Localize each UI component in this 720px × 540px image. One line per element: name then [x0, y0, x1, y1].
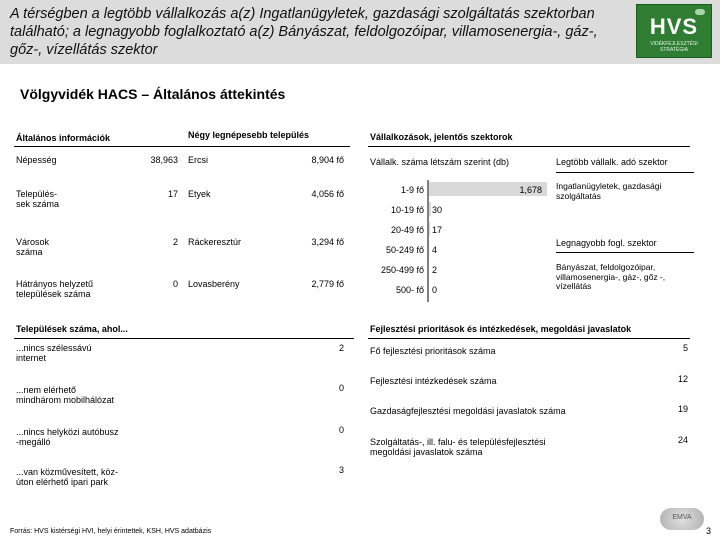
largest-employer-label: Legnagyobb fogl. szektor	[556, 238, 657, 248]
priority-label: Fő fejlesztési prioritások száma	[370, 346, 496, 356]
general-value: 38,963	[150, 155, 178, 165]
priority-label: Fejlesztési intézkedések száma	[370, 376, 497, 386]
header-title: A térségben a legtöbb vállalkozás a(z) Ingatlanügyletek, gazdasági szolgáltatás szektorban található; a legnagyobb foglalkoztató a(z) Bányászat, feldolgozóipar, villamosenergia-, gáz-, gőz-, vízellátás szektor	[10, 6, 598, 58]
general-value: 0	[172, 279, 178, 289]
general-label: Hátrányos helyzetű települések száma	[16, 279, 94, 299]
size-bar	[429, 222, 430, 236]
general-info-heading: Általános információk	[16, 133, 111, 143]
priorities-divider	[368, 338, 690, 339]
general-value: 2	[172, 237, 178, 247]
priority-label: Szolgáltatás-, ill. falu- és településfejlesztési megoldási javaslatok száma	[370, 437, 546, 457]
category-label: 50-249 fő	[385, 245, 424, 255]
most-tax-value: Ingatlanügyletek, gazdasági szolgáltatás	[556, 181, 662, 201]
condition-value: 0	[338, 383, 344, 393]
condition-label: ...nincs szélessávú internet	[16, 343, 92, 363]
priority-value: 24	[677, 435, 688, 445]
page-number: 3	[706, 526, 712, 536]
condition-label: ...van közművesített, köz- úton elérhető ipari park	[16, 467, 119, 487]
size-bar	[429, 202, 431, 216]
value-label: 2	[432, 265, 438, 275]
logo-text: HVS	[649, 14, 699, 39]
settlement-population: 3,294 fő	[311, 237, 344, 247]
settlement-name: Lovasberény	[188, 279, 240, 289]
most-tax-divider	[556, 172, 694, 173]
condition-value: 2	[338, 343, 344, 353]
chart-title: Vállalk. száma létszám szerint (db)	[370, 157, 510, 167]
enterprise-size-chart	[350, 180, 550, 302]
settlement-population: 2,779 fő	[311, 279, 344, 289]
footer-source: Forrás: HVS kistérségi HVI, helyi érintettek, KSH, HVS adatbázis	[10, 528, 212, 535]
category-label: 500- fő	[395, 285, 424, 295]
largest-employer-divider	[556, 252, 694, 253]
category-label: 1-9 fő	[400, 185, 424, 195]
condition-label: ...nem elérhető mindhárom mobilhálózat	[16, 385, 115, 405]
size-chart-svg	[350, 180, 550, 302]
settlement-name: Ráckeresztúr	[188, 237, 242, 247]
emva-logo-icon	[660, 508, 704, 530]
general-label: Település- sek száma	[16, 189, 60, 209]
general-divider	[14, 146, 350, 147]
page-title: Völgyvidék HACS – Általános áttekintés	[20, 86, 286, 102]
priority-value: 19	[677, 404, 688, 414]
footer-icon-text: EMVA	[672, 514, 692, 521]
condition-label: ...nincs helyközi autóbusz -megálló	[16, 427, 119, 447]
value-label: 30	[432, 205, 443, 215]
priority-label: Gazdaságfejlesztési megoldási javaslatok száma	[370, 406, 566, 416]
settlement-name: Etyek	[188, 189, 211, 199]
value-label: 1,678	[519, 185, 542, 195]
settlement-population: 8,904 fő	[311, 155, 344, 165]
enterprises-heading: Vállalkozások, jelentős szektorok	[370, 132, 513, 142]
priority-value: 5	[682, 343, 688, 353]
general-label: Népesség	[16, 155, 57, 165]
value-label: 4	[432, 245, 438, 255]
priorities-heading: Fejlesztési prioritások és intézkedések, megoldási javaslatok	[370, 324, 632, 334]
general-value: 17	[167, 189, 178, 199]
most-tax-label: Legtöbb vállalk. adó szektor	[556, 157, 668, 167]
hvs-logo	[636, 4, 712, 58]
settlement-name: Ercsi	[188, 155, 208, 165]
value-label: 0	[432, 285, 438, 295]
priority-value: 12	[677, 374, 688, 384]
condition-value: 0	[338, 425, 344, 435]
settlements-where-heading: Települések száma, ahol...	[16, 324, 128, 334]
value-label: 17	[432, 225, 443, 235]
top-settlements-heading: Négy legnépesebb település	[188, 130, 310, 140]
settlement-population: 4,056 fő	[311, 189, 344, 199]
enterprises-divider	[368, 146, 690, 147]
category-label: 20-49 fő	[390, 225, 424, 235]
category-label: 250-499 fő	[380, 265, 424, 275]
general-label: Városok száma	[16, 237, 50, 257]
settlements-where-divider	[14, 338, 354, 339]
logo-tagline: VIDÉKFEJLESZTÉSI STRATÉGIA	[650, 41, 698, 53]
condition-value: 3	[338, 465, 344, 475]
largest-employer-value: Bányászat, feldolgozóipar, villamosenergia-, gáz-, gőz -, vízellátás	[556, 262, 666, 291]
category-label: 10-19 fő	[390, 205, 424, 215]
